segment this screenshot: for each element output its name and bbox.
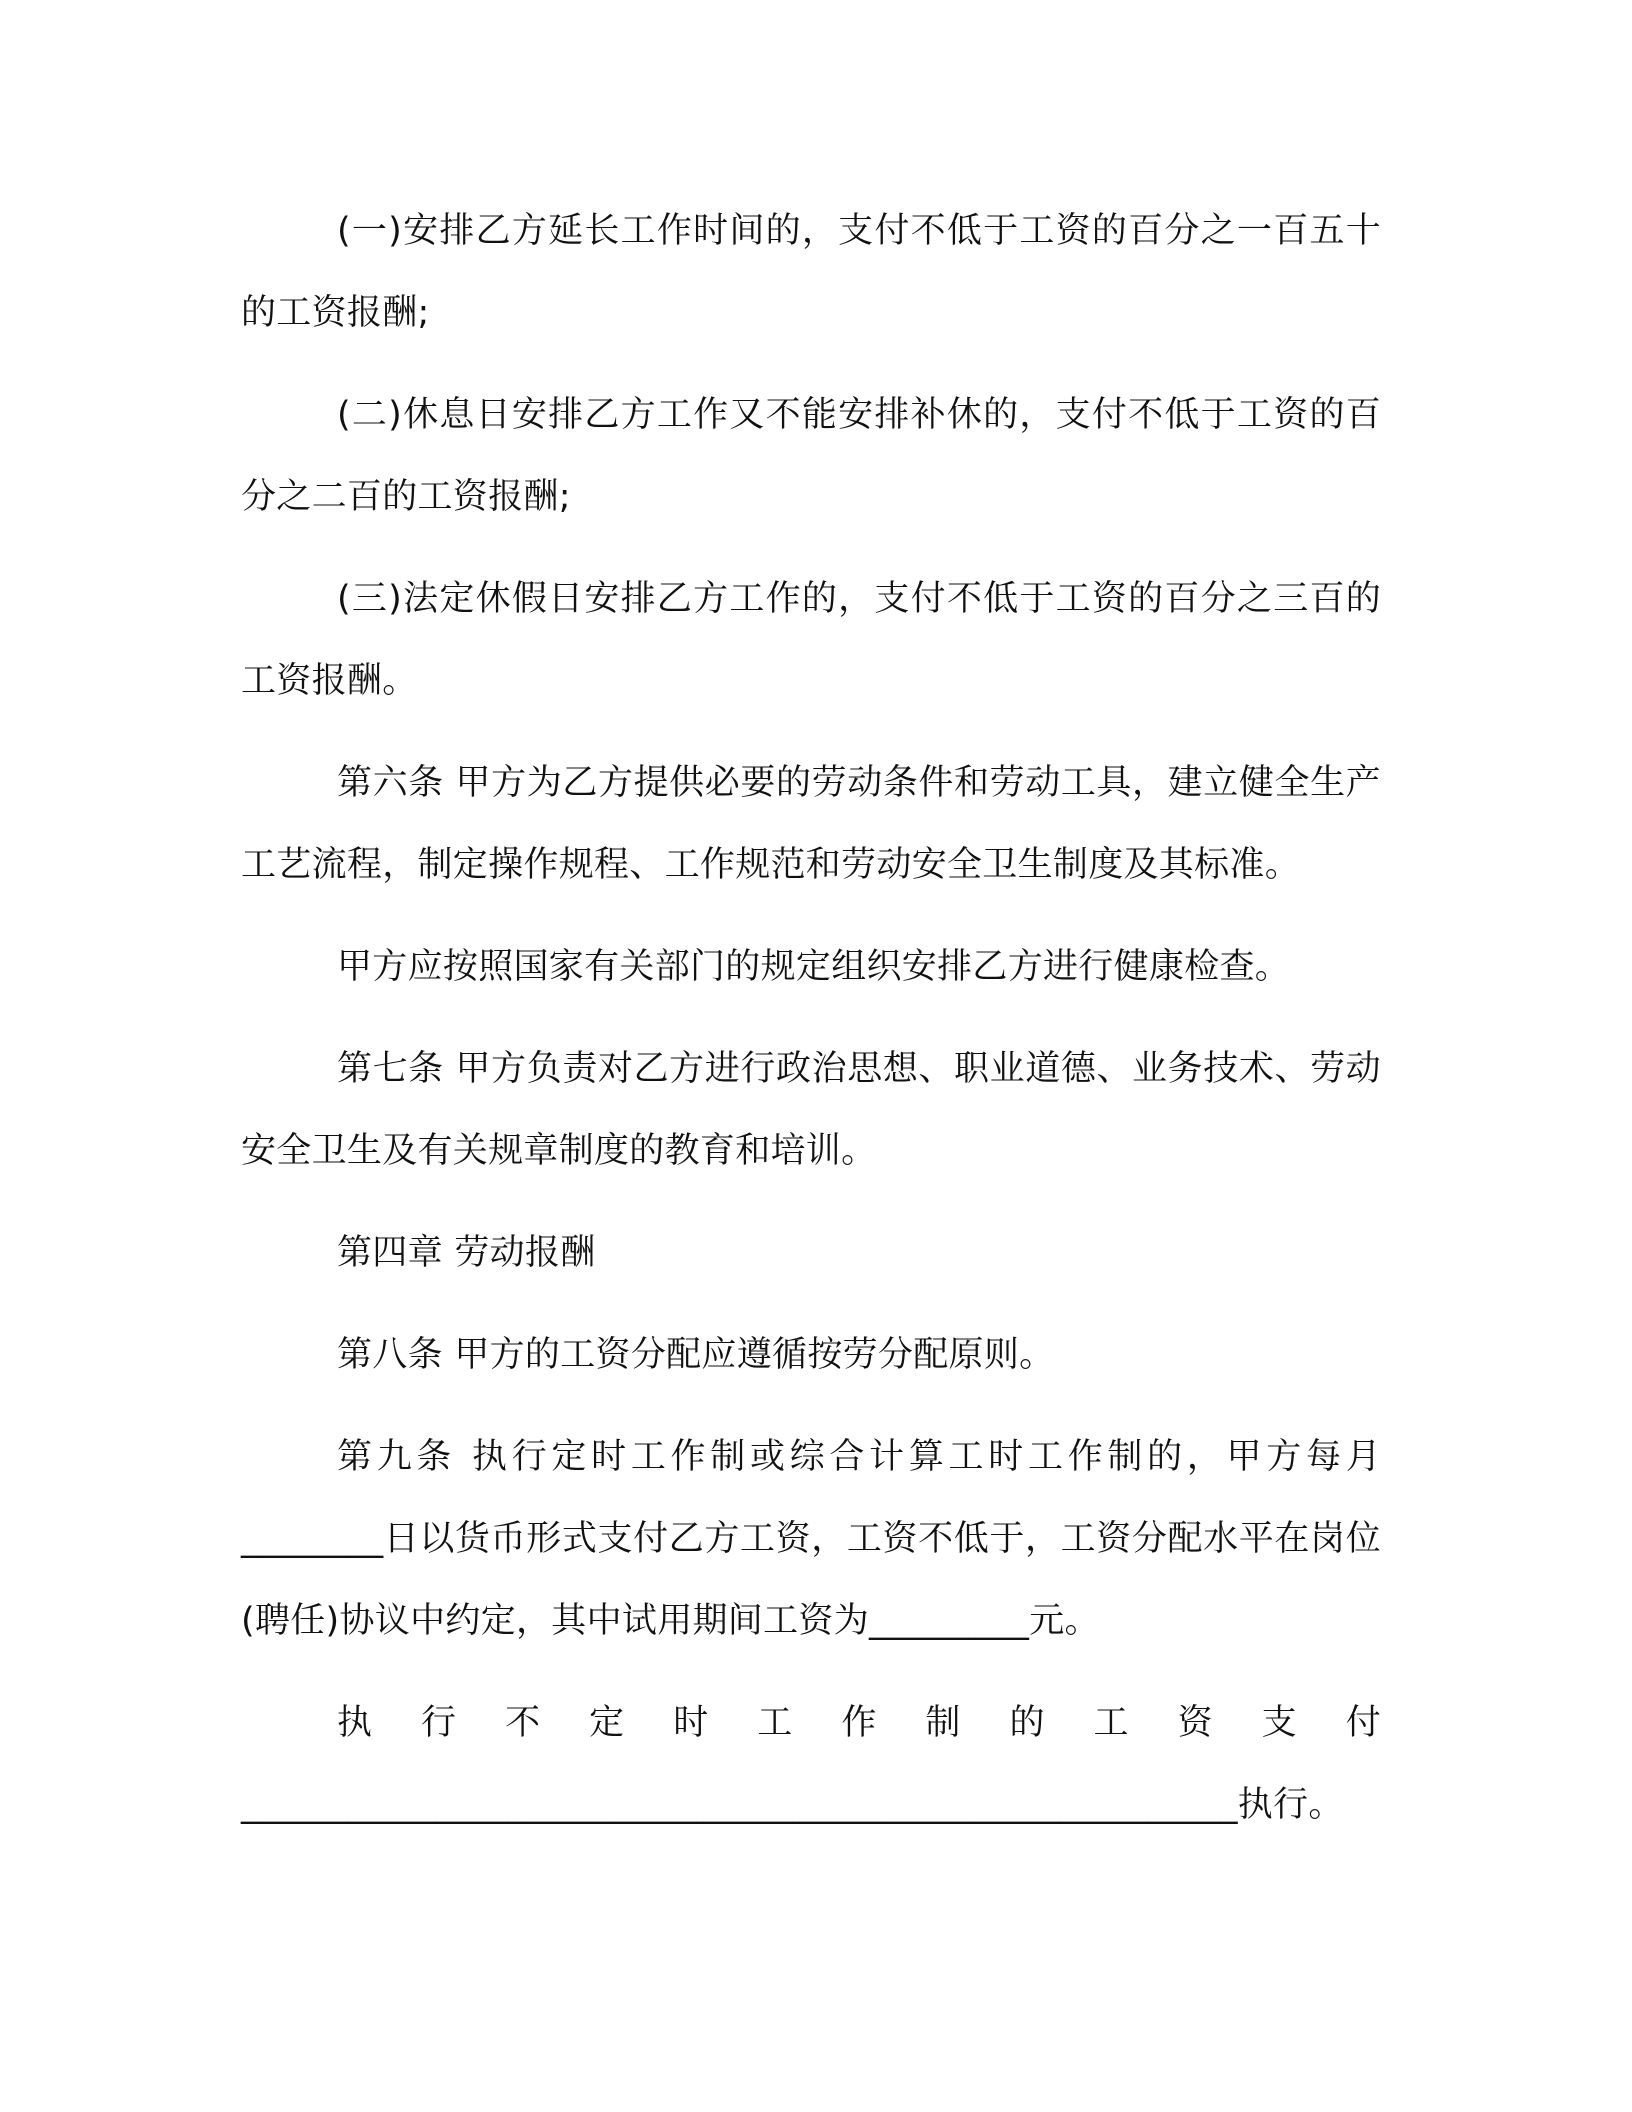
paragraph-article-8: 第八条 甲方的工资分配应遵循按劳分配原则。 — [337, 1335, 1055, 1375]
paragraph-article-7: 第七条 甲方负责对乙方进行政治思想、职业道德、业务技术、劳动安全卫生及有关规章制度的教育和培训。 — [241, 1049, 1381, 1171]
paragraph-holiday-300: (三)法定休假日安排乙方工作的，支付不低于工资的百分之三百的工资报酬。 — [241, 579, 1381, 701]
paragraph-health-check: 甲方应按照国家有关部门的规定组织安排乙方进行健康检查。 — [337, 947, 1291, 987]
chapter-4-heading: 第四章 劳动报酬 — [337, 1233, 596, 1273]
paragraph-article-9: 第九条 执行定时工作制或综合计算工时工作制的，甲方每月________日以货币形式支付乙方工资，工资不低于，工资分配水平在岗位(聘任)协议中约定，其中试用期间工资为_________元。 — [241, 1437, 1381, 1641]
document-body — [241, 190, 1393, 1866]
paragraph-overtime-150: (一)安排乙方延长工作时间的，支付不低于工资的百分之一百五十的工资报酬; — [241, 211, 1381, 333]
paragraph-article-6: 第六条 甲方为乙方提供必要的劳动条件和劳动工具，建立健全生产工艺流程，制定操作规程、工作规范和劳动安全卫生制度及其标准。 — [241, 763, 1381, 885]
paragraph-flexible-hours-pay: 执行不定时工作制的工资支付 ________________________________________________________执行。 — [241, 1703, 1393, 1825]
paragraph-restday-200: (二)休息日安排乙方工作又不能安排补休的，支付不低于工资的百分之二百的工资报酬; — [241, 395, 1381, 517]
